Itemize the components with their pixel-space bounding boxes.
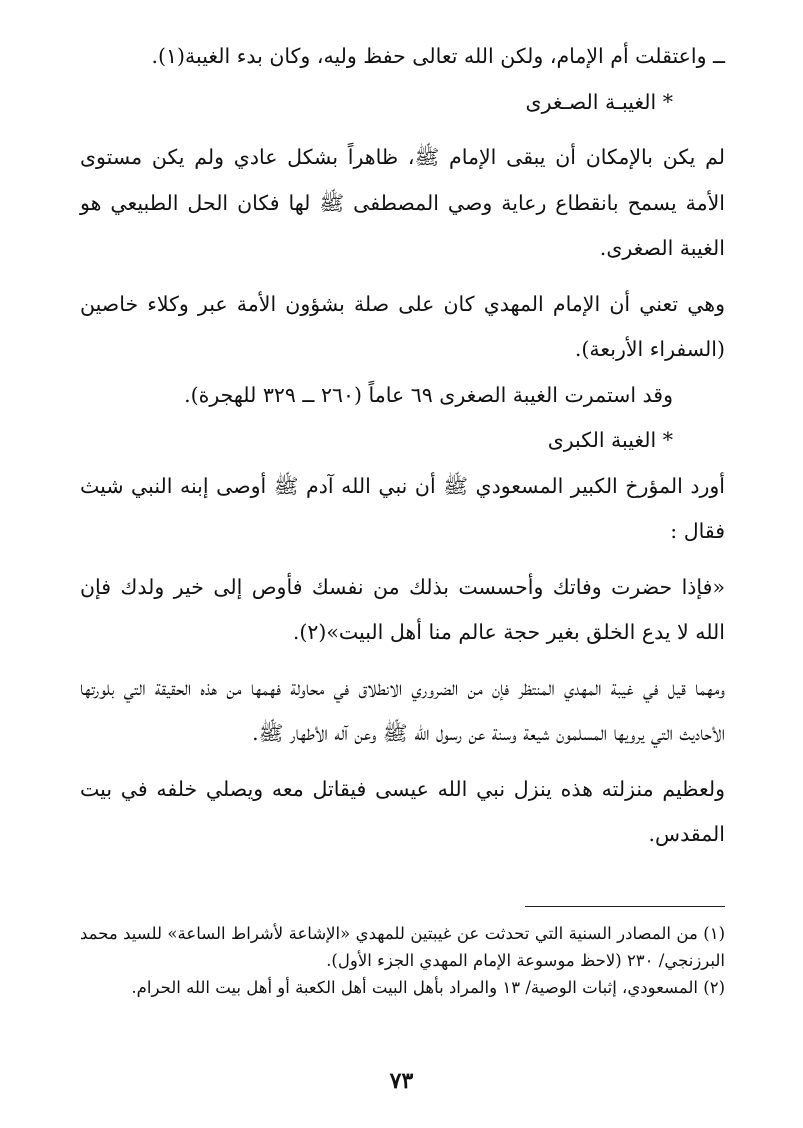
footnotes xyxy=(80,920,725,1001)
paragraph-5: أورد المؤرخ الكبير المسعودي ﷺ أن نبي الله آدم ﷺ أوصى إبنه النبي شيث فقال : xyxy=(80,473,725,543)
paragraph-8: ولعظيم منزلته هذه ينزل نبي الله عيسى فيقاتل معه ويصلي خلفه في بيت المقدس. xyxy=(80,776,725,846)
paragraph-2: لم يكن بالإمكان أن يبقى الإمام ﷺ، ظاهراً بشكل عادي ولم يكن مستوى الأمة يسمح بانقطاع رعاية وصي المصطفى ﷺ لها فكان الحل الطبيعي هو الغيبة الصغرى. xyxy=(80,145,725,260)
heading-major-occultation: * الغيبة الكبرى xyxy=(547,428,673,452)
main-text xyxy=(80,34,725,858)
page-number: ٧٣ xyxy=(389,1068,414,1094)
footnote-1: (١) من المصادر السنية التي تحدثت عن غيبتين للمهدي «الإشاعة لأشراط الساعة» للسيد محمد البرزنجي/ ٢٣٠ (لاحظ موسوعة الإمام المهدي الجزء الأول). xyxy=(80,924,725,970)
footnote-2: (٢) المسعودي، إثبات الوصية/ ١٣ والمراد بأهل البيت أهل الكعبة أو أهل بيت الله الحرام. xyxy=(131,978,725,997)
quote-paragraph: «فإذا حضرت وفاتك وأحسست بذلك من نفسك فأوص إلى خير ولدك فإن الله لا يدع الخلق بغير حجة عالم منا أهل البيت»(٢). xyxy=(80,574,725,644)
paragraph-1: ــ واعتقلت أم الإمام، ولكن الله تعالى حفظ وليه، وكان بدء الغيبة(١). xyxy=(151,44,725,68)
paragraph-7: ومهما قيل في غيبة المهدي المنتظر فإن من الضروري الانطلاق في محاولة فهمها من هذه الحقيقة التي بلورتها الأحاديث التي يرويها المسلمون شيعة وسنة عن رسول الله ﷺ وعن آله الأطهار ﷺ. xyxy=(80,675,725,745)
paragraph-3: وهي تعني أن الإمام المهدي كان على صلة بشؤون الأمة عبر وكلاء خاصين (السفراء الأربعة). xyxy=(80,291,725,361)
paragraph-4: وقد استمرت الغيبة الصغرى ٦٩ عاماً (٢٦٠ ــ ٣٢٩ للهجرة). xyxy=(184,382,673,407)
footnote-separator xyxy=(525,906,725,907)
heading-minor-occultation: * الغيبـة الصـغرى xyxy=(525,89,673,114)
